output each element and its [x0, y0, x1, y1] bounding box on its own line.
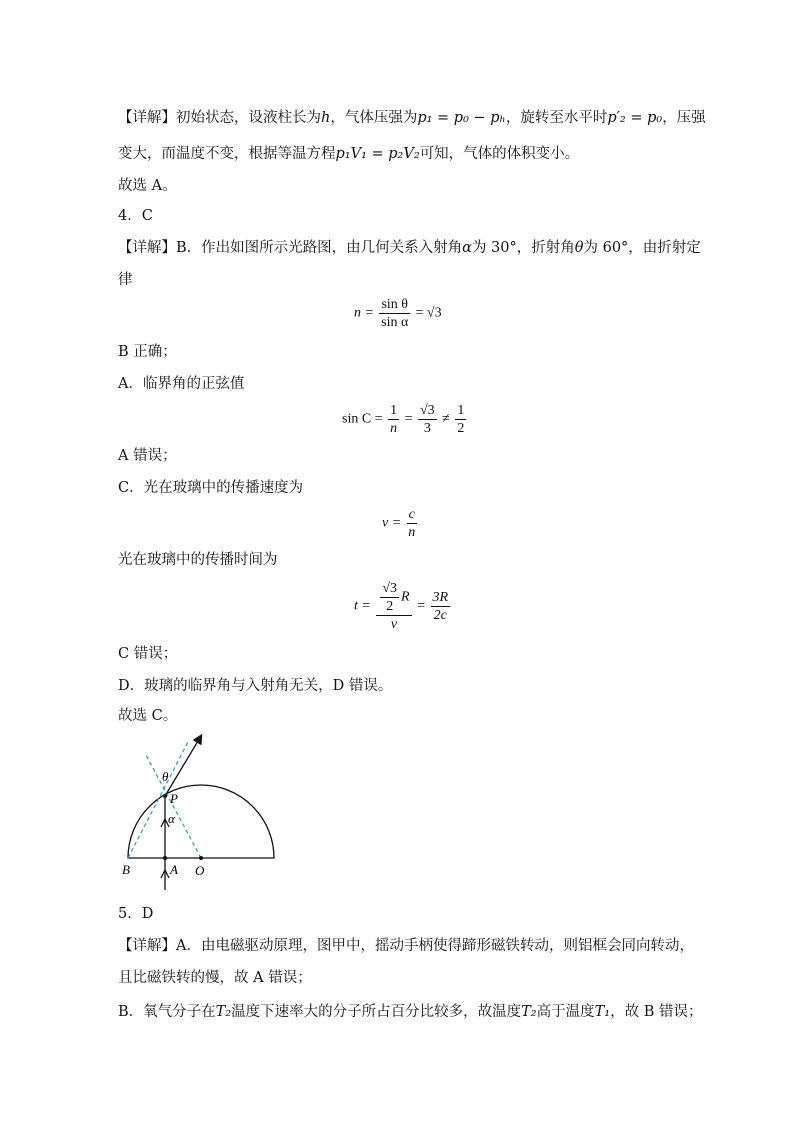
optics-diagram — [112, 728, 282, 898]
q5-a-line1 — [118, 936, 694, 956]
equation-refractive-index — [354, 296, 442, 331]
numerator: 1 — [457, 403, 465, 418]
radius-r: R — [401, 589, 410, 605]
p1-line2 — [118, 144, 579, 164]
text: B．氧气分子在 — [118, 1004, 216, 1020]
text: ，压强 — [662, 110, 706, 126]
q4-a-text: A．临界角的正弦值 — [118, 376, 245, 392]
fraction-outer — [376, 580, 411, 633]
text: 初始状态，设液柱长为 — [176, 110, 321, 126]
text: ，故 B 错误； — [610, 1004, 703, 1020]
q4-number: 4．C — [118, 208, 153, 224]
numerator: sin θ — [381, 297, 408, 312]
fraction — [455, 402, 466, 437]
q5-a-line2: 且比磁铁转的慢，故 A 错误； — [118, 970, 312, 986]
q4-c-text: C．光在玻璃中的传播速度为 — [118, 480, 304, 496]
numerator: 3R — [432, 590, 449, 605]
q4-b-line2: 律 — [118, 272, 133, 288]
numerator: √3 — [382, 581, 398, 596]
text: 为 30°，折射角 — [471, 240, 575, 256]
theta-symbol: θ — [574, 240, 584, 256]
detail-tag: 【详解】 — [118, 110, 176, 126]
denominator: sin α — [381, 315, 409, 330]
q4-a-wrong: A 错误； — [118, 448, 177, 464]
equals: = — [417, 598, 425, 614]
p1-answer: 故选 A。 — [118, 178, 177, 194]
denominator: 2c — [433, 608, 447, 623]
denominator: 3 — [423, 421, 431, 436]
q4-c-wrong: C 错误； — [118, 646, 178, 662]
denominator: 2 — [386, 599, 394, 614]
point-p — [163, 794, 167, 798]
text: B．作出如图所示光路图，由几何关系入射角 — [176, 240, 463, 256]
detail-tag: 【详解】 — [118, 240, 176, 256]
q5-b-line — [118, 1002, 702, 1022]
label-o: O — [195, 863, 205, 878]
denominator: v — [390, 617, 398, 632]
semicircle-glass — [128, 785, 274, 858]
text: 为 60°，由折射定 — [583, 240, 701, 256]
q4-answer: 故选 C。 — [118, 708, 178, 724]
eq-lhs: n = — [354, 305, 374, 321]
text: A．由电磁驱动原理，图甲中，摇动手柄使得蹄形磁铁转动，则铝框会同向转动， — [176, 938, 694, 954]
temperature-t1: T₁ — [594, 1004, 611, 1020]
equation-p1: p₁ = p₀ − pₕ — [417, 110, 506, 126]
label-alpha: α — [168, 811, 175, 826]
text: ，气体压强为 — [330, 110, 418, 126]
numerator: c — [408, 507, 415, 522]
point-o — [199, 856, 203, 860]
eq-rhs: = √3 — [415, 305, 442, 321]
fraction — [388, 402, 399, 437]
numerator: 1 — [390, 403, 398, 418]
label-p: P — [170, 791, 178, 806]
q4-c-text2: 光在玻璃中的传播时间为 — [118, 552, 278, 568]
text: 温度下速率大的分子所占百分比较多，故温度 — [231, 1004, 522, 1020]
eq-lhs: sin C = — [342, 411, 383, 427]
var-h: h — [321, 110, 331, 126]
q5-number: 5．D — [118, 906, 154, 922]
q4-b-correct: B 正确； — [118, 344, 177, 360]
eq-lhs: v = — [382, 515, 402, 531]
fraction — [407, 506, 417, 541]
detail-tag: 【详解】 — [118, 938, 176, 954]
eq-lhs: t = — [354, 598, 371, 614]
equation-isothermal: p₁V₁ = p₂V₂ — [335, 146, 420, 162]
label-a: A — [170, 862, 178, 877]
fraction — [418, 402, 437, 437]
equation-velocity — [382, 506, 419, 541]
text: 高于温度 — [536, 1004, 595, 1020]
fraction — [431, 589, 451, 624]
numerator: √3 — [419, 403, 435, 418]
label-b: B — [122, 862, 130, 877]
temperature-t2: T₂ — [215, 1004, 232, 1020]
fraction — [379, 296, 410, 331]
denominator: n — [408, 525, 416, 540]
p1-line1 — [118, 108, 706, 128]
point-a — [163, 856, 167, 860]
equals: = — [404, 411, 413, 427]
equation-time — [354, 580, 452, 633]
temperature-t2: T₂ — [521, 1004, 537, 1020]
label-theta: θ — [162, 769, 169, 784]
denominator: 2 — [457, 421, 465, 436]
q4-b-line1 — [118, 238, 701, 258]
q4-d-text: D．玻璃的临界角与入射角无关，D 错误。 — [118, 678, 393, 694]
text: 变大，而温度不变，根据等温方程 — [118, 146, 336, 162]
equation-p2: p′₂ = p₀ — [607, 110, 663, 126]
not-equal: ≠ — [442, 411, 450, 427]
text: ，旋转至水平时 — [505, 110, 608, 126]
equation-critical-angle — [342, 402, 468, 437]
text: 可知，气体的体积变小。 — [419, 146, 580, 162]
extension-dashed-line — [128, 740, 189, 858]
fraction-inner — [380, 580, 399, 615]
alpha-symbol: α — [462, 240, 472, 256]
denominator: n — [390, 421, 398, 436]
numerator — [376, 580, 411, 616]
